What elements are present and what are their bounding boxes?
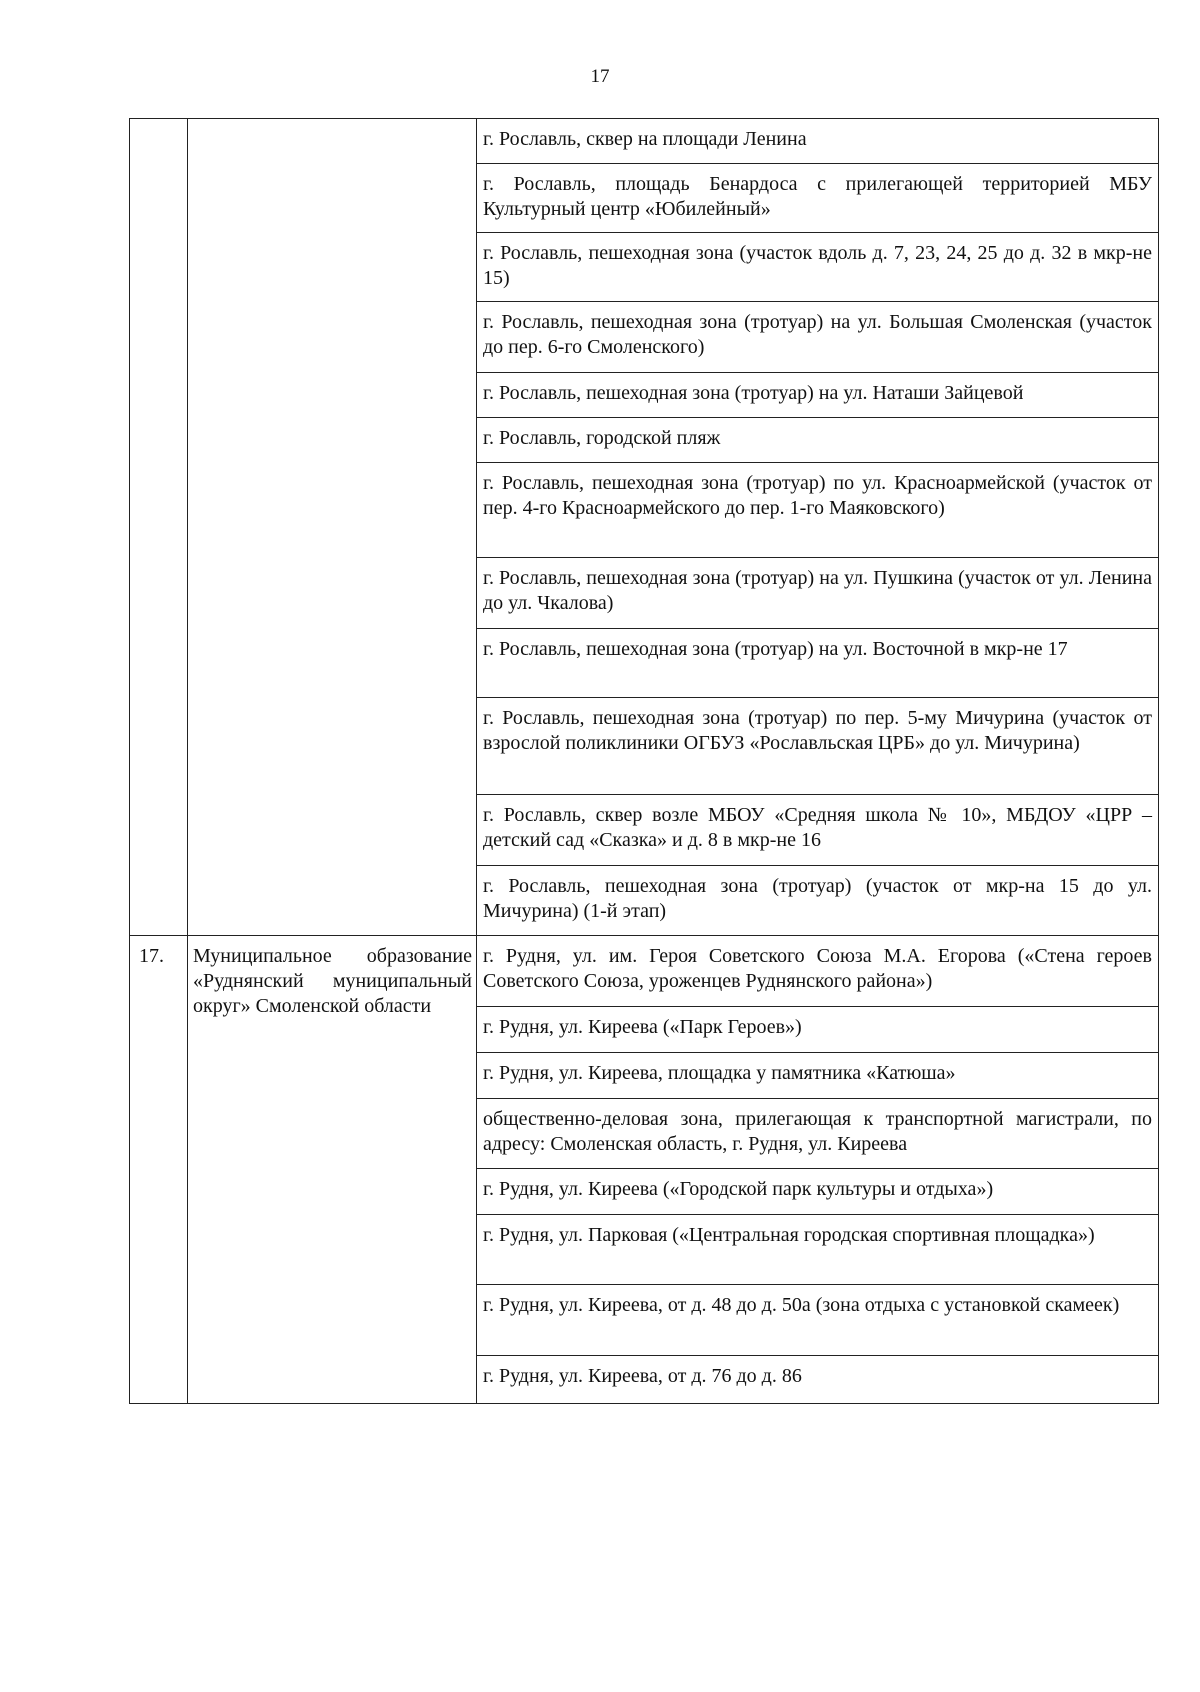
page-number: 17: [590, 66, 610, 87]
location-cell: [477, 1356, 1159, 1404]
location-text: г. Рудня, ул. Киреева, площадка у памятника «Катюша»: [483, 1062, 956, 1084]
location-cell: [477, 866, 1159, 936]
location-text: г. Рославль, площадь Бенардоса с прилегающей территорией МБУ Культурный центр «Юбилейный»: [483, 173, 1152, 220]
location-cell: [477, 1099, 1159, 1169]
location-cell: [477, 1007, 1159, 1053]
location-text: г. Рославль, пешеходная зона (тротуар) по пер. 5-му Мичурина (участок от взрослой поликлиники ОГБУЗ «Рославльская ЦРБ» до ул. Мичурина): [483, 707, 1152, 754]
location-cell: [477, 119, 1159, 164]
location-cell: [477, 418, 1159, 463]
location-text: г. Рославль, городской пляж: [483, 427, 721, 449]
name-cell-empty: [188, 119, 477, 936]
location-cell: [477, 463, 1159, 558]
location-text: г. Рудня, ул. Киреева, от д. 76 до д. 86: [483, 1365, 802, 1387]
location-cell: [477, 1285, 1159, 1356]
location-cell: [477, 233, 1159, 302]
location-cell: [477, 373, 1159, 418]
municipality-name: Муниципальное образование «Руднянский муниципальный округ» Смоленской области: [193, 945, 472, 1017]
location-text: г. Рудня, ул. им. Героя Советского Союза М.А. Егорова («Стена героев Советского Союза, уроженцев Руднянского района»): [483, 945, 1152, 992]
location-cell: [477, 1169, 1159, 1215]
number-cell-empty: [130, 119, 188, 936]
table-row: [130, 936, 1159, 1007]
location-cell: [477, 1053, 1159, 1099]
location-cell: [477, 558, 1159, 629]
location-text: г. Рудня, ул. Киреева, от д. 48 до д. 50а (зона отдыха с установкой скамеек): [483, 1294, 1120, 1316]
location-cell: [477, 164, 1159, 233]
location-cell: [477, 698, 1159, 795]
location-text: г. Рославль, пешеходная зона (тротуар) на ул. Пушкина (участок от ул. Ленина до ул. Чкалова): [483, 567, 1152, 614]
location-text: г. Рославль, пешеходная зона (тротуар) на ул. Наташи Зайцевой: [483, 382, 1024, 404]
table-row: [130, 119, 1159, 164]
location-text: общественно-деловая зона, прилегающая к транспортной магистрали, по адресу: Смоленская область, г. Рудня, ул. Киреева: [483, 1108, 1152, 1155]
location-text: г. Рославль, пешеходная зона (тротуар) по ул. Красноармейской (участок от пер. 4-го Красноармейского до пер. 1-го Маяковского): [483, 472, 1152, 519]
name-cell: [188, 936, 477, 1404]
location-text: г. Рославль, сквер возле МБОУ «Средняя школа № 10», МБДОУ «ЦРР – детский сад «Сказка» и д. 8 в мкр-не 16: [483, 804, 1152, 851]
location-text: г. Рославль, сквер на площади Ленина: [483, 128, 807, 150]
number-cell: [130, 936, 188, 1404]
location-cell: [477, 629, 1159, 698]
places-table: [129, 118, 1159, 1404]
location-text: г. Рославль, пешеходная зона (тротуар) (участок от мкр-на 15 до ул. Мичурина) (1-й этап): [483, 875, 1152, 922]
location-cell: [477, 302, 1159, 373]
location-cell: [477, 795, 1159, 866]
location-cell: [477, 936, 1159, 1007]
location-text: г. Рудня, ул. Парковая («Центральная городская спортивная площадка»): [483, 1224, 1095, 1246]
location-text: г. Рославль, пешеходная зона (тротуар) на ул. Восточной в мкр-не 17: [483, 638, 1068, 660]
location-text: г. Рославль, пешеходная зона (участок вдоль д. 7, 23, 24, 25 до д. 32 в мкр-не 15): [483, 242, 1152, 289]
location-text: г. Рославль, пешеходная зона (тротуар) на ул. Большая Смоленская (участок до пер. 6-го Смоленского): [483, 311, 1152, 358]
entry-number: 17.: [139, 945, 164, 967]
location-text: г. Рудня, ул. Киреева («Городской парк культуры и отдыха»): [483, 1178, 994, 1200]
location-cell: [477, 1215, 1159, 1285]
location-text: г. Рудня, ул. Киреева («Парк Героев»): [483, 1016, 802, 1038]
